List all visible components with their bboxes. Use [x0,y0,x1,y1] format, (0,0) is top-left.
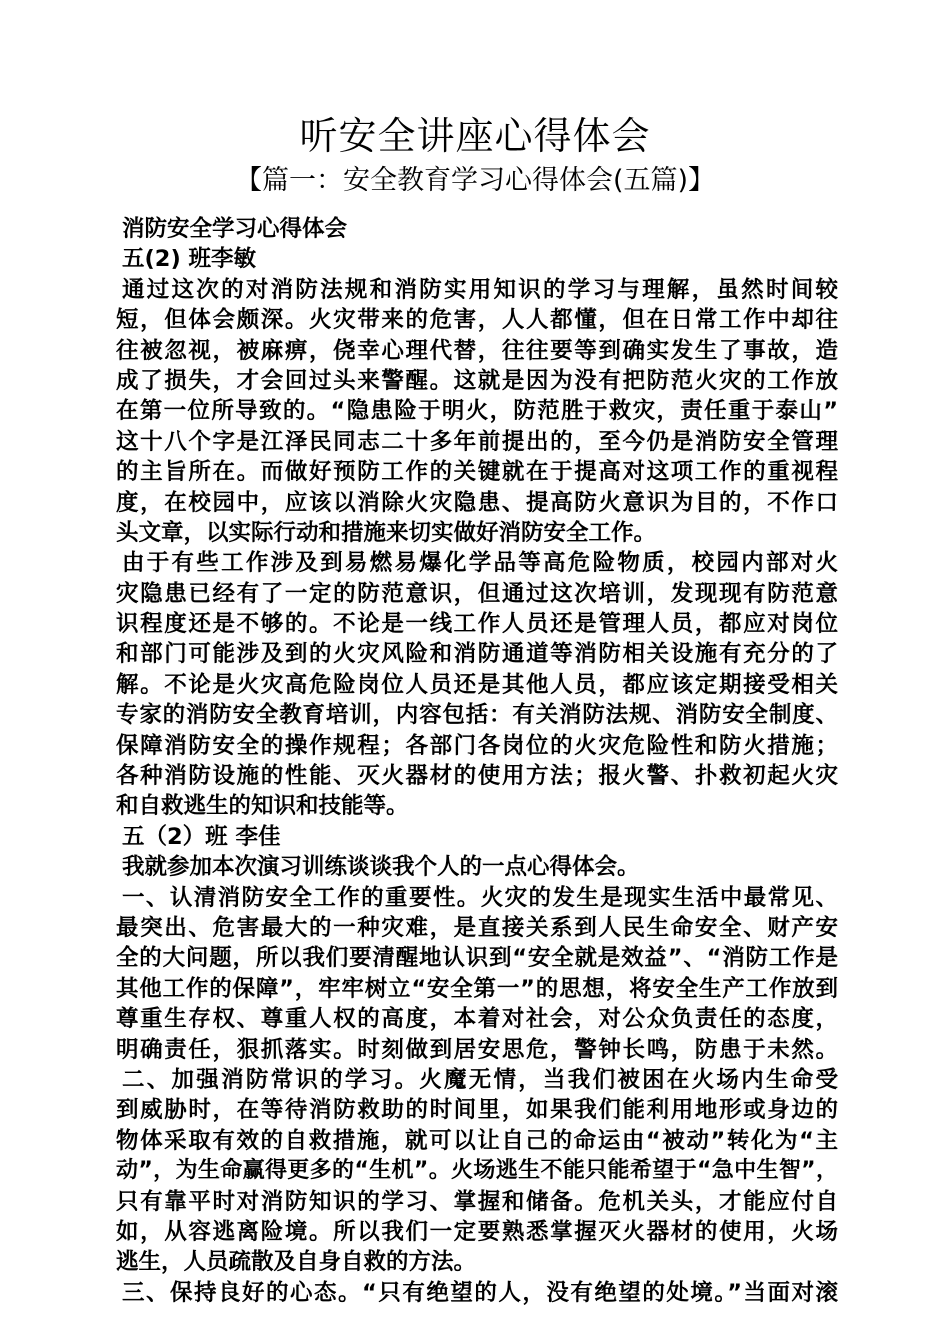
text-line: 物体采取有效的自救措施，就可以让自己的命运由“被动”转化为“主 [116,1127,838,1154]
text-line: 这十八个字是江泽民同志二十多年前提出的，至今仍是消防安全管理 [116,428,838,455]
text-line: 如，从容逃离险境。所以我们一定要熟悉掌握灭火器材的使用，火场 [116,1218,838,1245]
text-line: 的主旨所在。而做好预防工作的关键就在于提高对这项工作的重视程 [116,459,838,486]
text-line: 消防安全学习心得体会 [122,216,348,242]
text-line: 一、认清消防安全工作的重要性。火灾的发生是现实生活中最常见、 [122,884,838,911]
text-line: 逃生，人员疏散及自身自救的方法。 [116,1249,477,1276]
text-line: 最突出、危害最大的一种灾难，是直接关系到人民生命安全、财产安 [116,914,838,941]
text-line: 和部门可能涉及到的火灾风险和消防通道等消防相关设施有充分的了 [116,641,838,668]
text-line: 灾隐患已经有了一定的防范意识，但通过这次培训，发现现有防范意 [116,580,838,607]
text-line: 全的大问题，所以我们要清醒地认识到“安全就是效益”、“消防工作是 [116,945,838,972]
text-line: 成了损失，才会回过头来警醒。这就是因为没有把防范火灾的工作放 [116,367,838,394]
text-line: 短，但体会颇深。火灾带来的危害，人人都懂，但在日常工作中却往 [116,307,838,334]
text-line: 头文章，以实际行动和措施来切实做好消防安全工作。 [116,519,657,546]
text-line: 动”，为生命赢得更多的“生机”。火场逃生不能只能希望于“急中生智”， [116,1158,838,1184]
text-line: 识程度还是不够的。不论是一线工作人员还是管理人员，都应对岗位 [116,611,838,638]
text-line: 其他工作的保障”，牢牢树立“安全第一”的思想，将安全生产工作放到 [116,975,838,1002]
text-line: 到威胁时，在等待消防救助的时间里，如果我们能利用地形或身边的 [116,1097,838,1124]
text-line: 度，在校园中，应该以消除火灾隐患、提高防火意识为目的，不作口 [116,489,838,516]
text-line: 和自救逃生的知识和技能等。 [116,793,409,820]
text-line: 三、保持良好的心态。“只有绝望的人，没有绝望的处境。”当面对滚 [122,1279,838,1306]
text-line: 二、加强消防常识的学习。火魔无情，当我们被困在火场内生命受 [122,1066,838,1093]
text-line: 往被忽视，被麻痹，侥幸心理代替，往往要等到确实发生了事故，造 [116,337,838,364]
text-line: 我就参加本次演习训练谈谈我个人的一点心得体会。 [122,854,640,881]
text-line: 保障消防安全的操作规程；各部门各岗位的火灾危险性和防火措施； [116,732,838,759]
text-line: 解。不论是火灾高危险岗位人员还是其他人员，都应该定期接受相关 [116,671,838,698]
text-line: 五（2）班 李佳 [122,823,281,850]
text-line: 五(2) 班李敏 [122,246,257,273]
text-line: 在第一位所导致的。“隐患险于明火，防范胜于救灾，责任重于泰山” [116,398,838,425]
text-line: 只有靠平时对消防知识的学习、掌握和储备。危机关头，才能应付自 [116,1188,838,1215]
text-line: 明确责任，狠抓落实。时刻做到居安思危，警钟长鸣，防患于未然。 [116,1036,838,1063]
document-body [116,214,838,1308]
text-line: 由于有些工作涉及到易燃易爆化学品等高危险物质，校园内部对火 [122,550,838,577]
text-line: 各种消防设施的性能、灭火器材的使用方法；报火警、扑救初起火灾 [116,763,838,790]
text-line: 尊重生存权、尊重人权的高度，本着对社会，对公众负责任的态度， [116,1006,838,1033]
text-line: 专家的消防安全教育培训，内容包括：有关消防法规、消防安全制度、 [116,702,838,729]
document-subtitle: 【篇一：安全教育学习心得体会(五篇)】 [234,165,716,196]
document-title: 听安全讲座心得体会 [299,114,651,158]
text-line: 通过这次的对消防法规和消防实用知识的学习与理解，虽然时间较 [122,276,838,303]
